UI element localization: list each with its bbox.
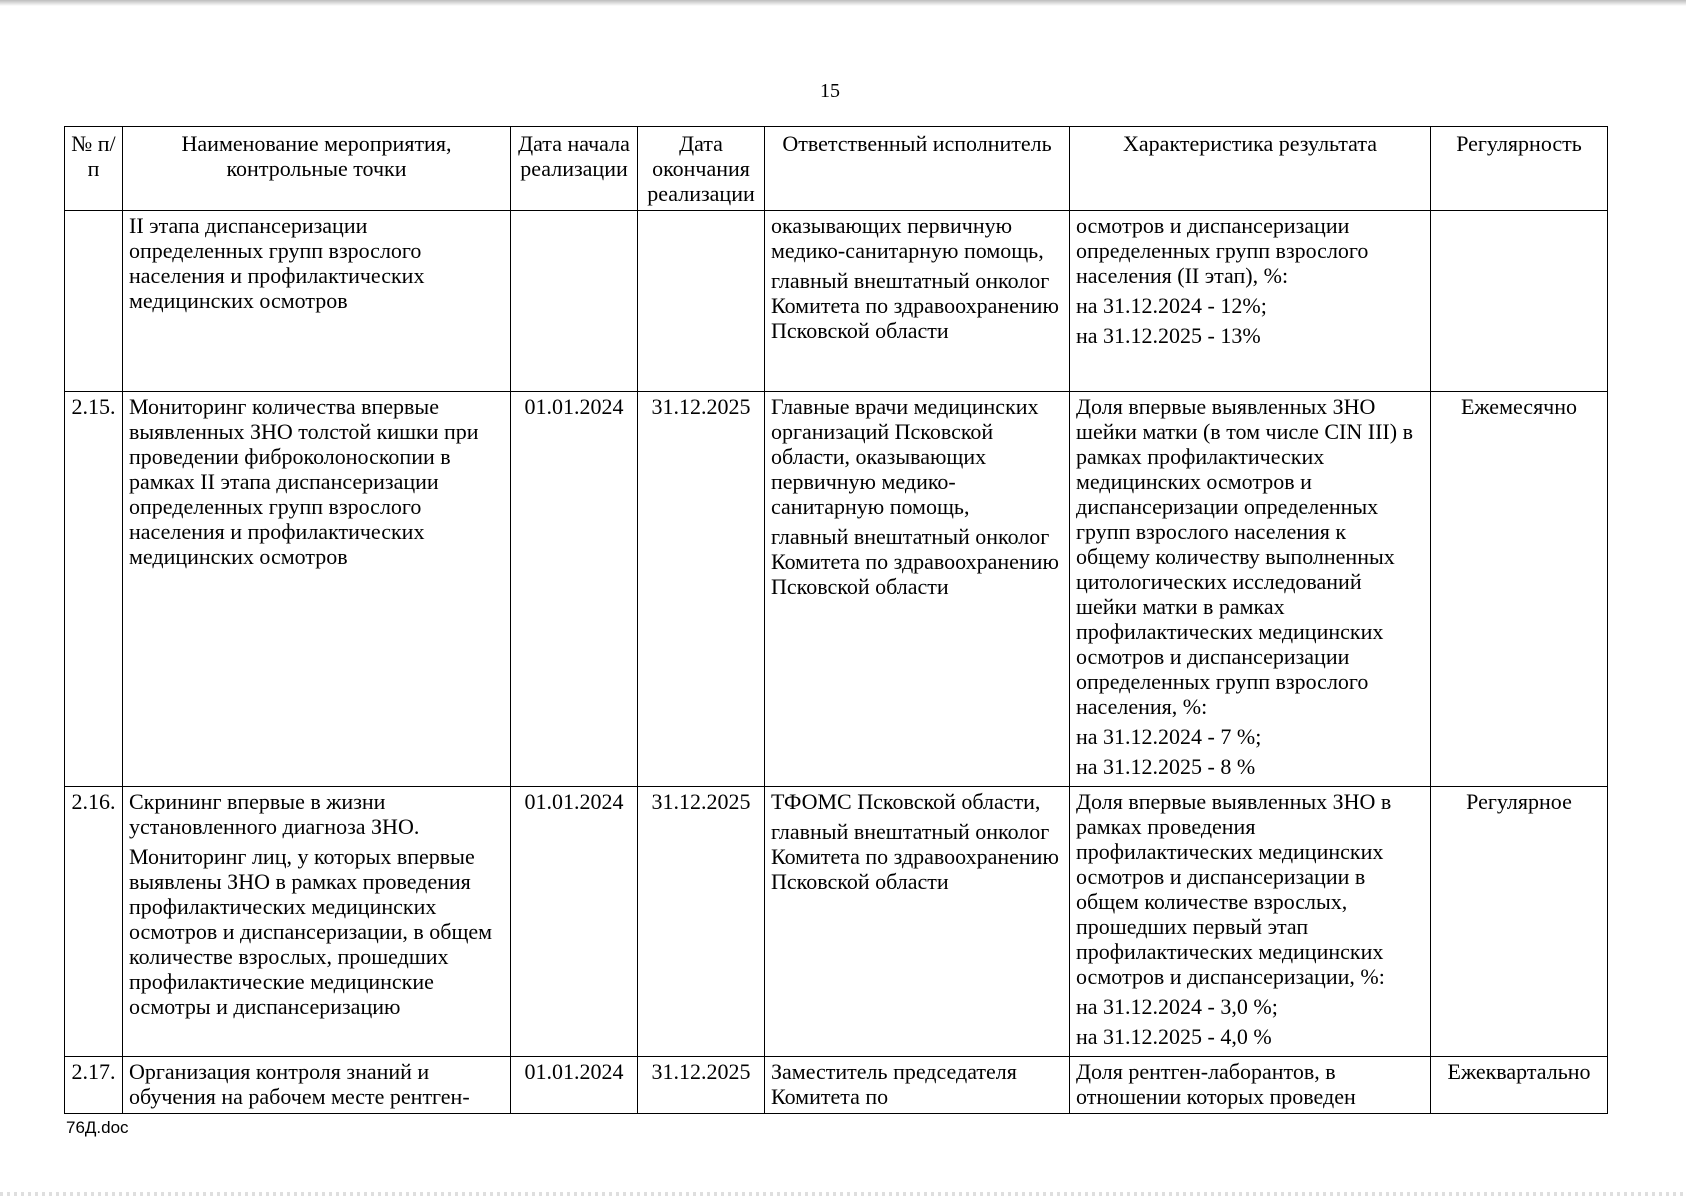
cell-responsible (765, 1057, 1070, 1114)
cell-text: на 31.12.2025 - 8 % (1076, 754, 1256, 779)
cell-text: ТФОМС Псковской области, (771, 789, 1041, 814)
page-number: 15 (820, 80, 840, 102)
cell-start-date: 01.01.2024 (511, 787, 638, 1057)
header-regularity: Регулярность (1431, 127, 1608, 211)
cell-text: Скрининг впервые в жизни установленного диагноза ЗНО. (129, 789, 420, 839)
cell-responsible (765, 392, 1070, 787)
cell-regularity: Ежеквартально (1431, 1057, 1608, 1114)
table-row (65, 211, 1608, 392)
cell-end-date: 31.12.2025 (638, 392, 765, 787)
cell-end-date: 31.12.2025 (638, 787, 765, 1057)
header-num: № п/п (65, 127, 123, 211)
cell-responsible (765, 787, 1070, 1057)
table-row (65, 1057, 1608, 1114)
cell-text: Мониторинг количества впервые выявленных ЗНО толстой кишки при проведении фиброколоноскопии в рамках II этапа диспансеризации определенных групп взрослого населения и профилактических медицинских осмотров (129, 394, 479, 569)
cell-text: Главные врачи медицинских организаций Псковской области, оказывающих первичную медико-санитарную помощь, (771, 394, 1039, 519)
cell-regularity: Ежемесячно (1431, 392, 1608, 787)
action-plan-table (64, 126, 1608, 1114)
cell-start-date (511, 211, 638, 392)
cell-responsible (765, 211, 1070, 392)
table-row (65, 787, 1608, 1057)
cell-text: осмотров и диспансеризации определенных групп взрослого населения (II этап), %: (1076, 213, 1369, 288)
cell-name (123, 787, 511, 1057)
cell-text: Мониторинг лиц, у которых впервые выявлены ЗНО в рамках проведения профилактических медицинских осмотров и диспансеризации, в общем количестве взрослых, прошедших профилактические медицинские осмотры и диспансеризацию (129, 844, 493, 1019)
cell-text: на 31.12.2024 - 12%; (1076, 293, 1267, 318)
cell-text: Доля впервые выявленных ЗНО шейки матки (в том числе CIN III) в рамках профилактических медицинских осмотров и диспансеризации определенных групп взрослого населения к общему количеству выполненных цитологических исследований шейки матки в рамках профилактических медицинских осмотров и диспансеризации определенных групп взрослого населения, %: (1076, 394, 1413, 719)
cell-num: 2.17. (65, 1057, 123, 1114)
cell-start-date: 01.01.2024 (511, 1057, 638, 1114)
header-name: Наименование мероприятия, контрольные точки (123, 127, 511, 211)
header-start-date: Дата начала реализации (511, 127, 638, 211)
cell-result (1070, 211, 1431, 392)
cell-end-date: 31.12.2025 (638, 1057, 765, 1114)
cell-text: на 31.12.2025 - 13% (1076, 323, 1261, 348)
cell-num: 2.16. (65, 787, 123, 1057)
cell-num: 2.15. (65, 392, 123, 787)
cell-result (1070, 787, 1431, 1057)
cell-regularity (1431, 211, 1608, 392)
cell-text: главный внештатный онколог Комитета по здравоохранению Псковской области (771, 268, 1059, 343)
cell-text: Доля рентген-лаборантов, в отношении которых проведен (1076, 1059, 1356, 1109)
cell-text: на 31.12.2025 - 4,0 % (1076, 1024, 1272, 1049)
cell-end-date (638, 211, 765, 392)
cell-num (65, 211, 123, 392)
header-end-date: Дата окончания реализации (638, 127, 765, 211)
cell-text: Организация контроля знаний и обучения на рабочем месте рентген- (129, 1059, 470, 1109)
cell-result (1070, 1057, 1431, 1114)
scan-edge-top (0, 0, 1686, 6)
cell-text: главный внештатный онколог Комитета по здравоохранению Псковской области (771, 819, 1059, 894)
table-row (65, 392, 1608, 787)
cell-name (123, 392, 511, 787)
cell-text: II этапа диспансеризации определенных групп взрослого населения и профилактических медицинских осмотров (129, 213, 425, 313)
table-header-row (65, 127, 1608, 211)
cell-text: оказывающих первичную медико-санитарную помощь, (771, 213, 1044, 263)
cell-regularity: Регулярное (1431, 787, 1608, 1057)
cell-text: главный внештатный онколог Комитета по здравоохранению Псковской области (771, 524, 1059, 599)
cell-text: Доля впервые выявленных ЗНО в рамках проведения профилактических медицинских осмотров и диспансеризации в общем количестве взрослых, прошедших первый этап профилактических медицинских осмотров и диспансеризации, %: (1076, 789, 1392, 989)
cell-name (123, 1057, 511, 1114)
scan-edge-bottom (0, 1192, 1686, 1196)
cell-text: на 31.12.2024 - 7 %; (1076, 724, 1262, 749)
cell-text: Заместитель председателя Комитета по (771, 1059, 1017, 1109)
cell-name (123, 211, 511, 392)
cell-start-date: 01.01.2024 (511, 392, 638, 787)
cell-result (1070, 392, 1431, 787)
header-result: Характеристика результата (1070, 127, 1431, 211)
cell-text: на 31.12.2024 - 3,0 %; (1076, 994, 1278, 1019)
footer-filename: 76Д.doc (66, 1118, 129, 1137)
header-responsible: Ответственный исполнитель (765, 127, 1070, 211)
